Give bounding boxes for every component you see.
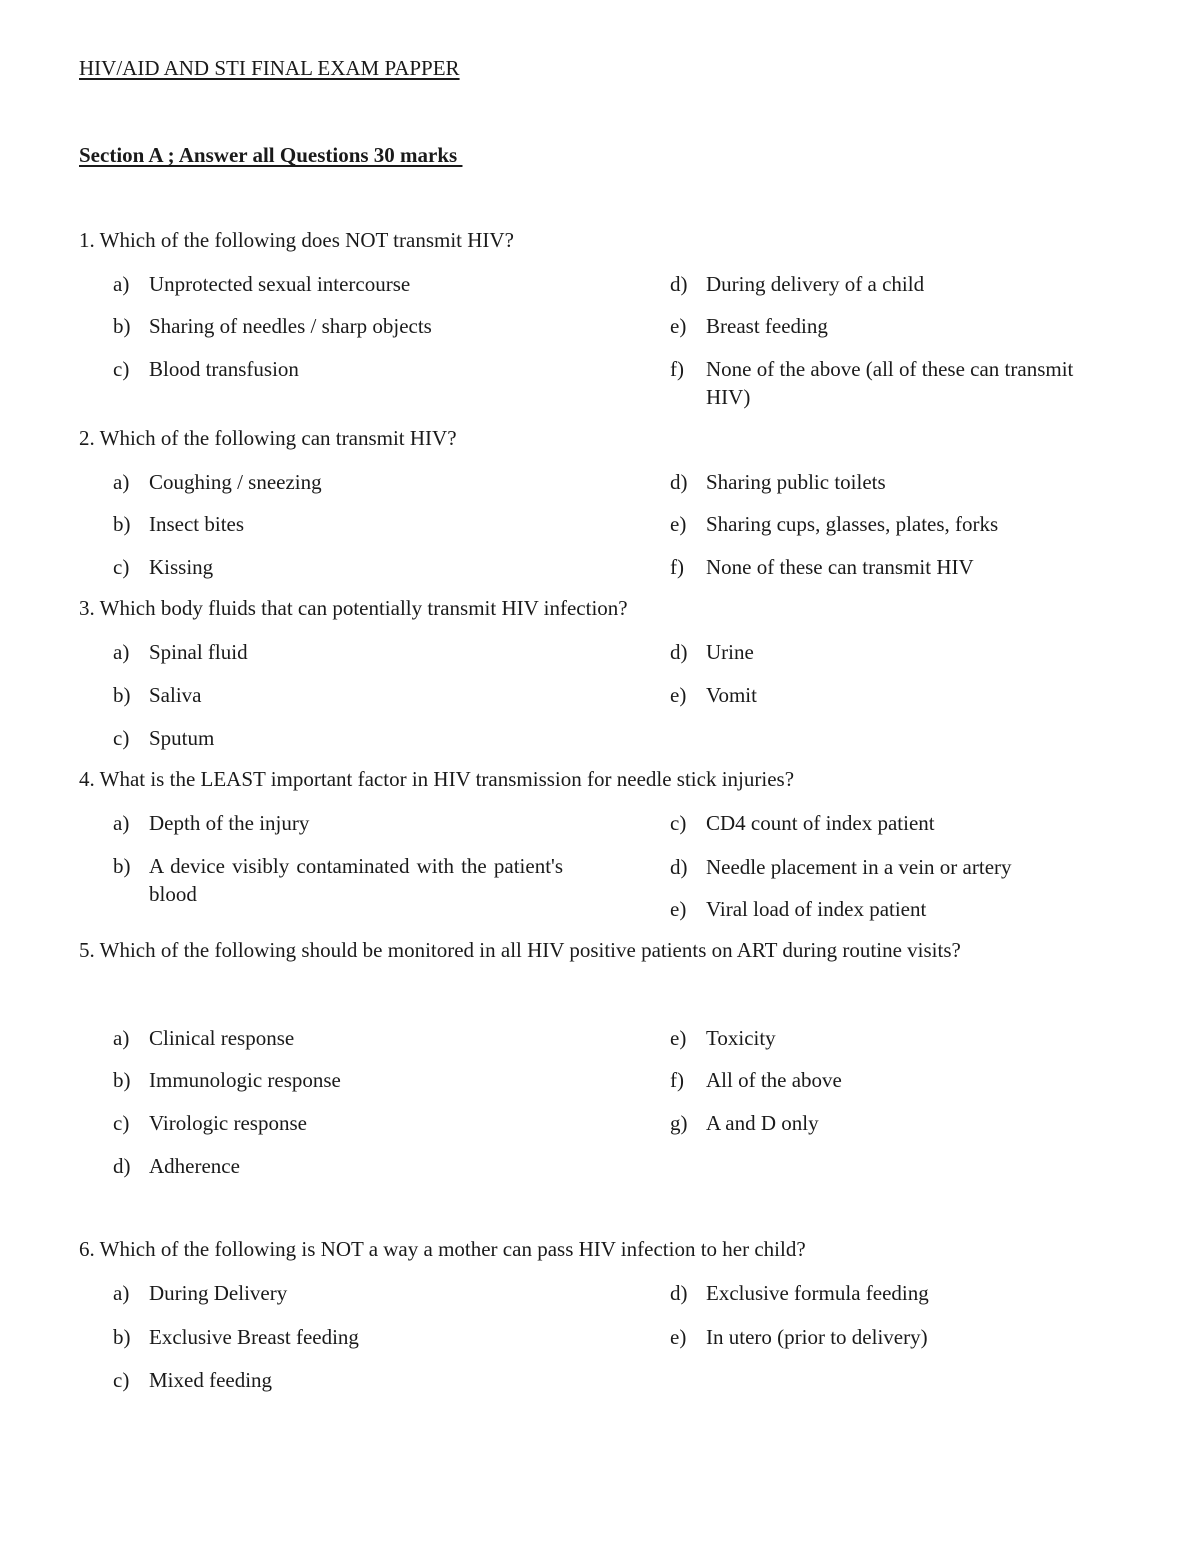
question-1: 1. Which of the following does NOT transmit HIV?	[79, 228, 514, 252]
q1-option-d	[670, 270, 1130, 298]
option-text: CD4 count of index patient	[706, 811, 935, 835]
option-text: During delivery of a child	[706, 272, 925, 296]
option-text: During Delivery	[149, 1281, 288, 1305]
option-text: Exclusive Breast feeding	[149, 1325, 359, 1349]
option-text: All of the above	[706, 1068, 842, 1092]
option-text: Kissing	[149, 555, 214, 579]
question-6: 6. Which of the following is NOT a way a mother can pass HIV infection to her child?	[79, 1237, 806, 1261]
question-2: 2. Which of the following can transmit HIV?	[79, 426, 457, 450]
option-text: None of these can transmit HIV	[706, 555, 974, 579]
option-letter: a)	[113, 1281, 130, 1305]
q6-option-a	[113, 1279, 573, 1307]
exam-title: HIV/AID AND STI FINAL EXAM PAPPER	[79, 56, 460, 80]
q2-option-f	[670, 553, 1130, 581]
option-text: Insect bites	[149, 512, 245, 536]
option-letter: f)	[670, 555, 684, 579]
option-text: Spinal fluid	[149, 640, 248, 664]
section-heading: Section A ; Answer all Questions 30 marks	[79, 143, 463, 167]
option-letter: d)	[670, 1281, 688, 1305]
option-letter: b)	[113, 314, 131, 338]
option-text: Adherence	[149, 1154, 240, 1178]
q1-option-f	[670, 355, 1130, 411]
option-letter: c)	[113, 1111, 130, 1135]
option-text: Sputum	[149, 726, 215, 750]
option-letter: e)	[670, 314, 687, 338]
q5-option-a	[113, 1024, 573, 1052]
q3-option-b	[113, 681, 573, 709]
option-text: Exclusive formula feeding	[706, 1281, 929, 1305]
option-text: Needle placement in a vein or artery	[706, 855, 1012, 879]
option-letter: c)	[113, 726, 130, 750]
option-text: In utero (prior to delivery)	[706, 1325, 928, 1349]
option-letter: e)	[670, 683, 687, 707]
question-3: 3. Which body fluids that can potentially transmit HIV infection?	[79, 596, 628, 620]
q1-option-a	[113, 270, 573, 298]
q6-option-d	[670, 1279, 1130, 1307]
q4-option-b	[113, 852, 573, 908]
option-letter: b)	[113, 854, 131, 878]
q5-option-g	[670, 1109, 1130, 1137]
q5-option-c	[113, 1109, 573, 1137]
option-letter: e)	[670, 1026, 687, 1050]
option-letter: c)	[113, 357, 130, 381]
option-text: Mixed feeding	[149, 1368, 273, 1392]
q3-option-c	[113, 724, 573, 752]
option-letter: a)	[113, 1026, 130, 1050]
option-letter: d)	[670, 855, 688, 879]
option-letter: d)	[113, 1154, 131, 1178]
q6-option-c	[113, 1366, 573, 1394]
q4-option-c	[670, 809, 1130, 837]
q2-option-e	[670, 510, 1130, 538]
option-text: A and D only	[706, 1111, 819, 1135]
question-4: 4. What is the LEAST important factor in HIV transmission for needle stick injuries?	[79, 767, 795, 791]
option-letter: c)	[113, 555, 130, 579]
option-text: Viral load of index patient	[706, 897, 927, 921]
q2-option-b	[113, 510, 573, 538]
option-text: Sharing public toilets	[706, 470, 886, 494]
q1-option-e	[670, 312, 1130, 340]
q5-option-d	[113, 1152, 573, 1180]
option-letter: e)	[670, 512, 687, 536]
q6-option-e	[670, 1323, 1130, 1351]
option-text: Saliva	[149, 683, 202, 707]
option-text: Virologic response	[149, 1111, 307, 1135]
q2-option-d	[670, 468, 1130, 496]
option-text: Toxicity	[706, 1026, 776, 1050]
option-letter: f)	[670, 1068, 684, 1092]
option-text: Unprotected sexual intercourse	[149, 272, 411, 296]
option-letter: a)	[113, 811, 130, 835]
q5-option-f	[670, 1066, 1130, 1094]
option-letter: e)	[670, 897, 687, 921]
option-text: Breast feeding	[706, 314, 828, 338]
q5-option-e	[670, 1024, 1130, 1052]
q2-option-c	[113, 553, 573, 581]
option-text: Immunologic response	[149, 1068, 341, 1092]
q4-option-a	[113, 809, 573, 837]
option-letter: c)	[670, 811, 687, 835]
option-text: Coughing / sneezing	[149, 470, 322, 494]
q1-option-b	[113, 312, 573, 340]
q3-option-d	[670, 638, 1130, 666]
option-text: Sharing of needles / sharp objects	[149, 314, 432, 338]
option-letter: g)	[670, 1111, 688, 1135]
option-letter: d)	[670, 272, 688, 296]
option-letter: a)	[113, 272, 130, 296]
option-letter: d)	[670, 470, 688, 494]
q4-option-e	[670, 895, 1130, 923]
option-letter: b)	[113, 683, 131, 707]
option-letter: f)	[670, 357, 684, 381]
option-letter: c)	[113, 1368, 130, 1392]
q3-option-e	[670, 681, 1130, 709]
q4-option-d	[670, 853, 1130, 881]
q6-option-b	[113, 1323, 573, 1351]
option-letter: b)	[113, 1068, 131, 1092]
option-text: None of the above (all of these can transmit HIV)	[706, 357, 1074, 409]
option-letter: d)	[670, 640, 688, 664]
option-text: Blood transfusion	[149, 357, 299, 381]
q3-option-a	[113, 638, 573, 666]
option-text: Urine	[706, 640, 754, 664]
option-text: Vomit	[706, 683, 757, 707]
q5-option-b	[113, 1066, 573, 1094]
option-letter: a)	[113, 640, 130, 664]
q1-option-c	[113, 355, 573, 383]
option-letter: b)	[113, 512, 131, 536]
option-text: Depth of the injury	[149, 811, 310, 835]
option-text: A device visibly contaminated with the patient's blood	[149, 854, 563, 906]
option-letter: e)	[670, 1325, 687, 1349]
q2-option-a	[113, 468, 573, 496]
option-letter: b)	[113, 1325, 131, 1349]
option-letter: a)	[113, 470, 130, 494]
question-5: 5. Which of the following should be monitored in all HIV positive patients on ART during routine visits?	[79, 938, 961, 962]
option-text: Clinical response	[149, 1026, 295, 1050]
option-text: Sharing cups, glasses, plates, forks	[706, 512, 999, 536]
